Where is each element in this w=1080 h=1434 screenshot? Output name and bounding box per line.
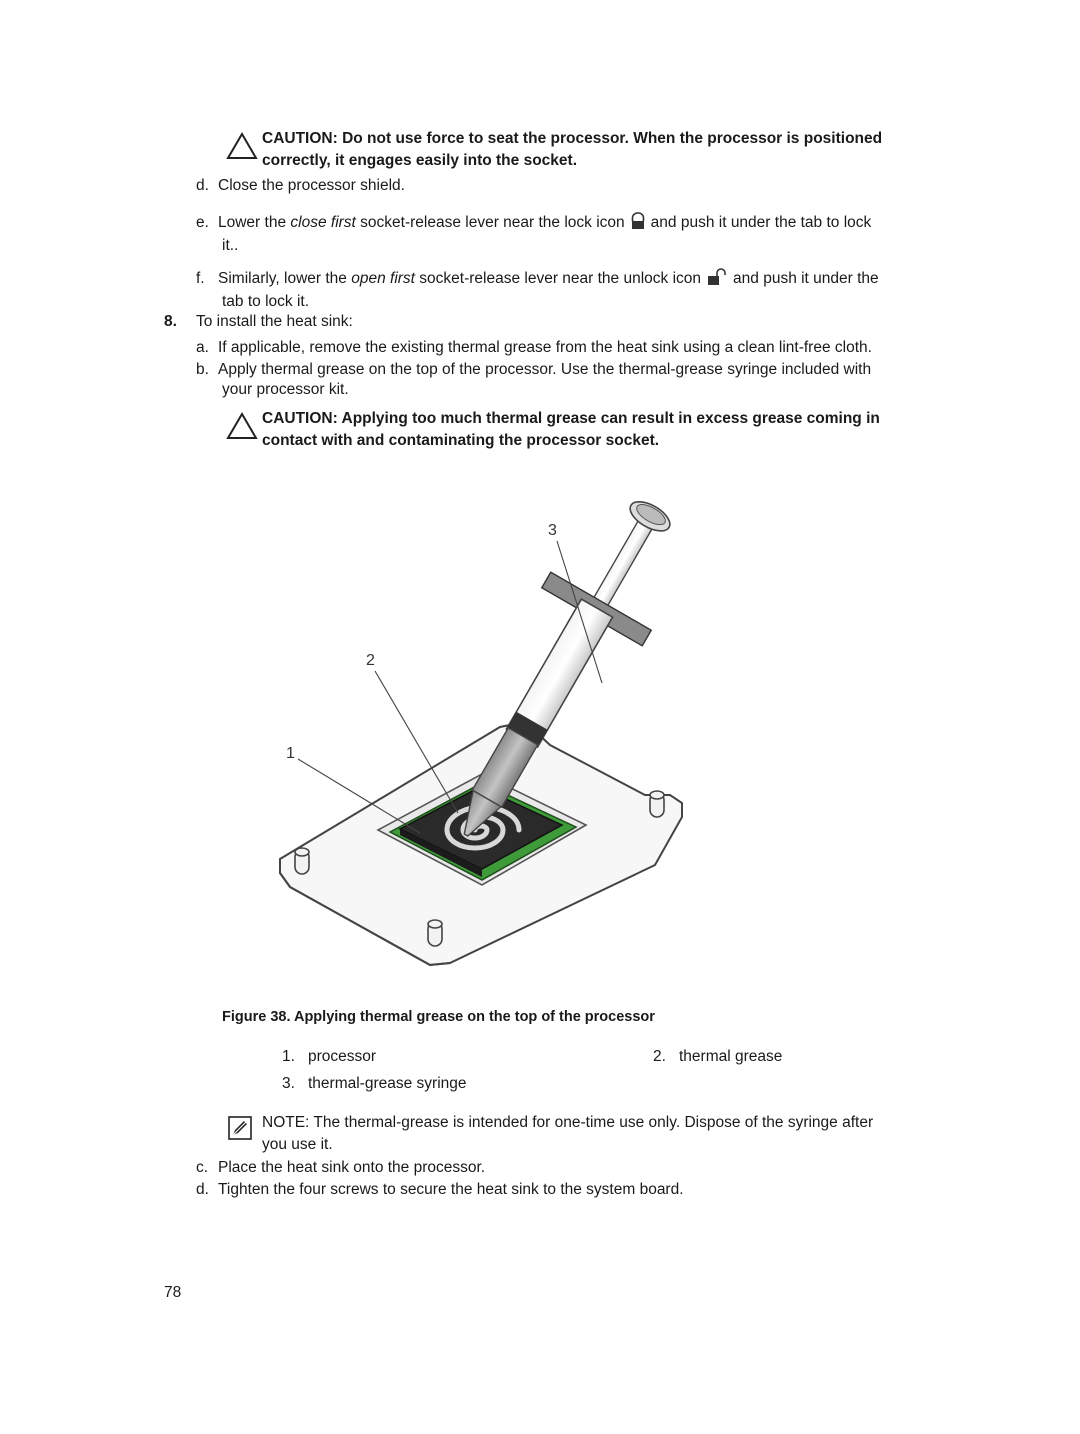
callout-3: 3: [548, 522, 557, 539]
thermal-grease-illustration: [250, 495, 770, 980]
caution-2-line-2: contact with and contaminating the processor socket.: [262, 432, 660, 449]
lock-icon: [631, 212, 645, 236]
substep-c-place-heat-sink: [196, 1158, 485, 1178]
step-text: If applicable, remove the existing thermal grease from the heat sink using a clean lint-free cloth.: [218, 339, 872, 356]
step-label: c.: [196, 1159, 209, 1176]
page-number: 78: [164, 1284, 182, 1301]
substep-d-tighten-screws: [196, 1180, 684, 1200]
step-f-lower-open-first: f. Similarly, lower the open first socket-release lever near the unlock icon and push it under the tab to lock it.: [196, 268, 956, 312]
step-e-lower-close-first: e. Lower the close first socket-release lever near the lock icon and push it under the tab to lock it..: [196, 212, 956, 256]
note-label: NOTE:: [262, 1114, 310, 1131]
italic-term: close first: [290, 214, 356, 231]
callout-1: 1: [286, 745, 295, 762]
step-label: d.: [196, 1181, 209, 1198]
step-text: Close the processor shield.: [218, 177, 405, 194]
legend-item-syringe: 3. thermal-grease syringe: [282, 1075, 467, 1092]
caution-1-line-2: correctly, it engages easily into the socket.: [262, 152, 577, 169]
caution-1-line-1: CAUTION: Do not use force to seat the processor. When the processor is positioned: [262, 130, 883, 147]
substep-b-apply-grease: b. Apply thermal grease on the top of the processor. Use the thermal-grease syringe included with your processor kit.: [196, 361, 872, 398]
step-d-close-shield: [196, 176, 405, 196]
caution-2-line-1: CAUTION: Applying too much thermal grease can result in excess grease coming in: [262, 410, 880, 427]
italic-term: open first: [351, 270, 415, 287]
step-label: a.: [196, 339, 209, 356]
unlock-icon: [707, 268, 727, 292]
note-pencil-icon: [228, 1116, 252, 1140]
step-8-install-heat-sink: [164, 312, 353, 332]
step-text: To install the heat sink:: [196, 313, 353, 330]
step-label: e.: [196, 214, 209, 231]
step-label: b.: [196, 361, 209, 378]
step-text: Tighten the four screws to secure the heat sink to the system board.: [218, 1181, 684, 1198]
caution-triangle-icon: [226, 132, 258, 160]
step-f-line-2: tab to lock it.: [222, 293, 310, 310]
step-number: 8.: [164, 313, 177, 330]
step-text: Place the heat sink onto the processor.: [218, 1159, 486, 1176]
legend-item-thermal-grease: 2. thermal grease: [653, 1048, 783, 1065]
caution-triangle-icon: [226, 412, 258, 440]
step-label: f.: [196, 270, 205, 287]
callout-2: 2: [366, 652, 375, 669]
step-label: d.: [196, 177, 209, 194]
figure-caption: Figure 38. Applying thermal grease on the top of the processor: [222, 1009, 655, 1025]
step-e-line-2: it..: [222, 237, 239, 254]
legend-item-processor: 1. processor: [282, 1048, 377, 1065]
substep-a-remove-grease: [196, 338, 872, 358]
